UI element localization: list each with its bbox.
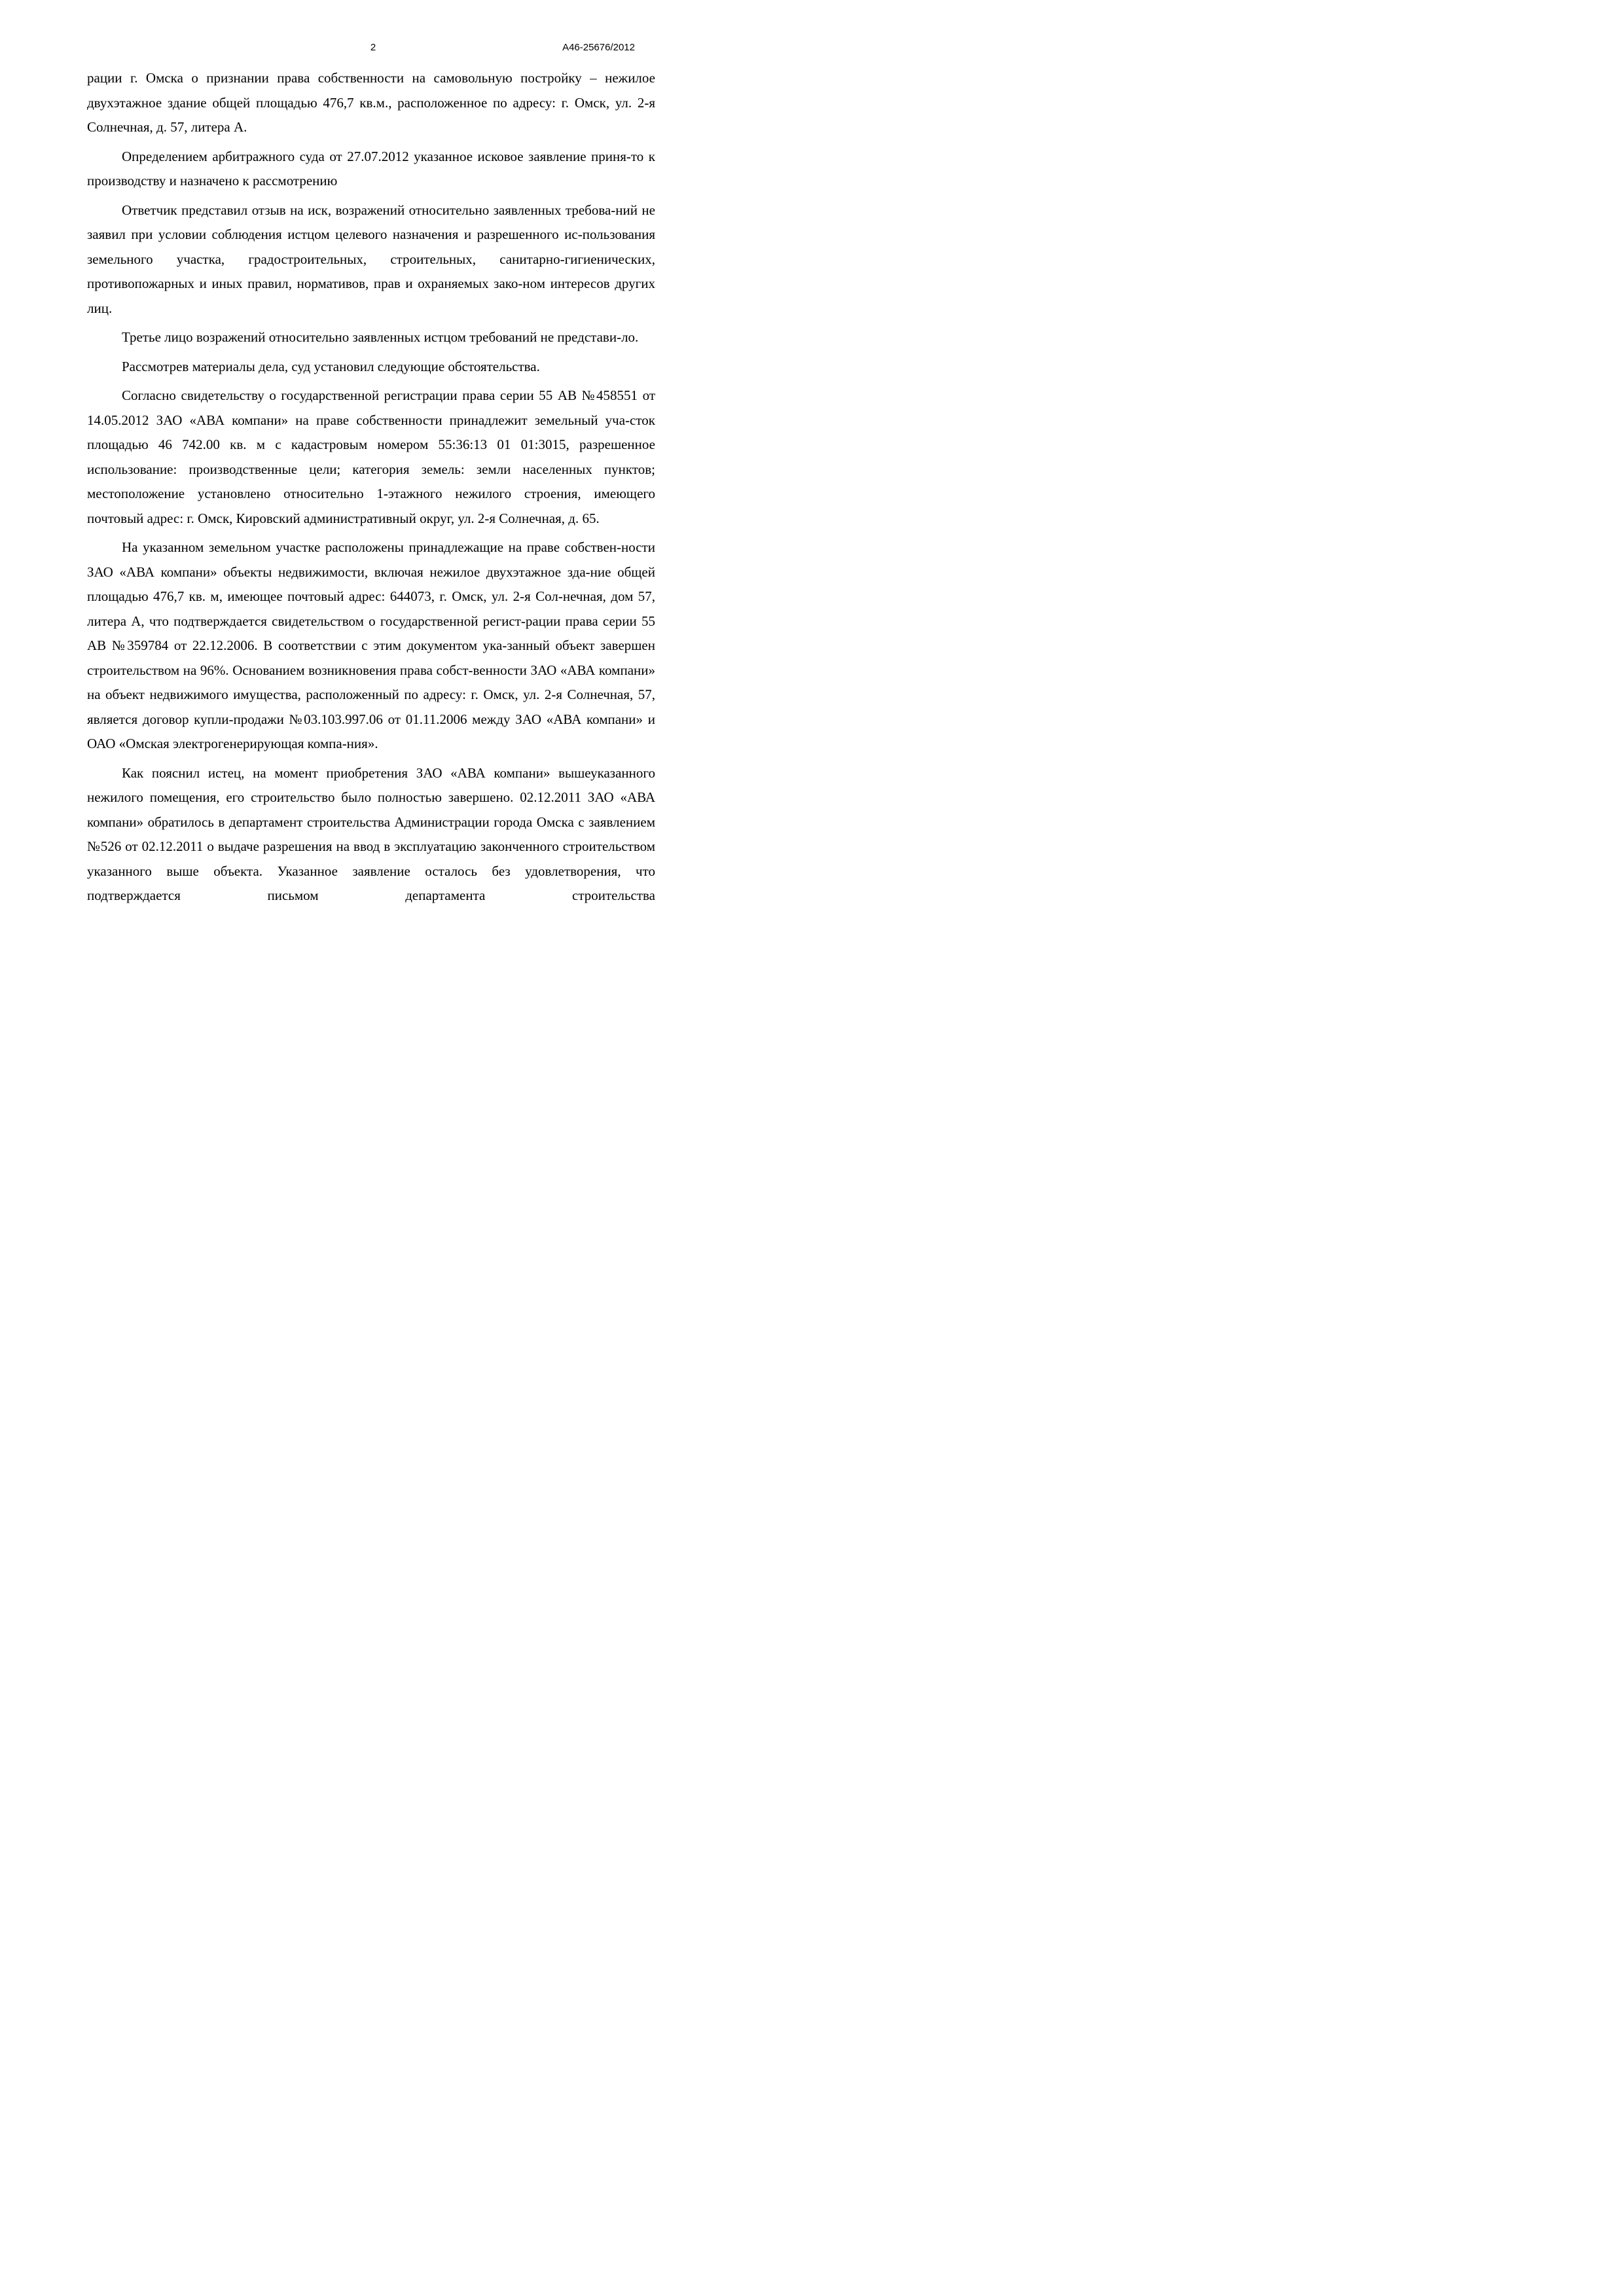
paragraph-land-certificate: Согласно свидетельству о государственной регистрации права серии 55 АВ №458551 от 14.05.2012 ЗАО «АВА компани» на праве собственности принадлежит земельный уча-сток площадью 46 742.00 кв. м с кадастровым номером 55:36:13 01 01:3015, разрешенное использование: производственные цели; категория земель: земли населенных пунктов; местоположение установлено относительно 1-этажного нежилого строения, имеющего почтовый адрес: г. Омск, Кировский административный округ, ул. 2-я Солнечная, д. 65. <box>87 387 655 526</box>
document-body <box>87 66 655 913</box>
paragraph-defendant-response: Ответчик представил отзыв на иск, возражений относительно заявленных требова-ний не заявил при условии соблюдения истцом целевого назначения и разрешенного ис-пользования земельного участка, градостроительных, строительных, санитарно-гигиенических, противопожарных и иных правил, нормативов, прав и охраняемых зако-ном интересов других лиц. <box>87 202 655 316</box>
case-number: А46-25676/2012 <box>562 42 635 53</box>
paragraph-third-party: Третье лицо возражений относительно заявленных истцом требований не представи-ло. <box>122 329 639 345</box>
document-page <box>0 0 721 1018</box>
paragraph-property-objects: На указанном земельном участке расположены принадлежащие на праве собствен-ности ЗАО «АВА компани» объекты недвижимости, включая нежилое двухэтажное зда-ние общей площадью 476,7 кв. м, имеющее почтовый адрес: 644073, г. Омск, ул. 2-я Сол-нечная, дом 57, литера А, что подтверждается свидетельством о государственной регист-рации права серии 55 АВ №359784 от 22.12.2006. В соответствии с этим документом ука-занный объект завершен строительством на 96%. Основанием возникновения права собст-венности ЗАО «АВА компани» на объект недвижимого имущества, расположенный по адресу: г. Омск, ул. 2-я Солнечная, 57, является договор купли-продажи №03.103.997.06 от 01.11.2006 между ЗАО «АВА компани» и ОАО «Омская электрогенерирующая компа-ния». <box>87 539 655 751</box>
paragraph-court-ruling: Определением арбитражного суда от 27.07.2012 указанное исковое заявление приня-то к производству и назначено к рассмотрению <box>87 148 655 188</box>
page-number: 2 <box>370 42 376 53</box>
paragraph-plaintiff-explanation: Как пояснил истец, на момент приобретения ЗАО «АВА компани» вышеуказанного нежилого помещения, его строительство было полностью завершено. 02.12.2011 ЗАО «АВА компани» обратилось в департамент строительства Администрации города Омска с заявлением №526 от 02.12.2011 о выдаче разрешения на ввод в эксплуатацию законченного строительством указанного выше объекта. Указанное заявление осталось без удовлетворения, что подтверждается письмом департамента строительства <box>87 764 655 903</box>
paragraph-continuation: рации г. Омска о признании права собственности на самовольную постройку – нежилое двухэтажное здание общей площадью 476,7 кв.м., расположенное по адресу: г. Омск, ул. 2-я Солнечная, д. 57, литера А. <box>87 70 655 135</box>
paragraph-case-materials: Рассмотрев материалы дела, суд установил следующие обстоятельства. <box>122 358 540 374</box>
